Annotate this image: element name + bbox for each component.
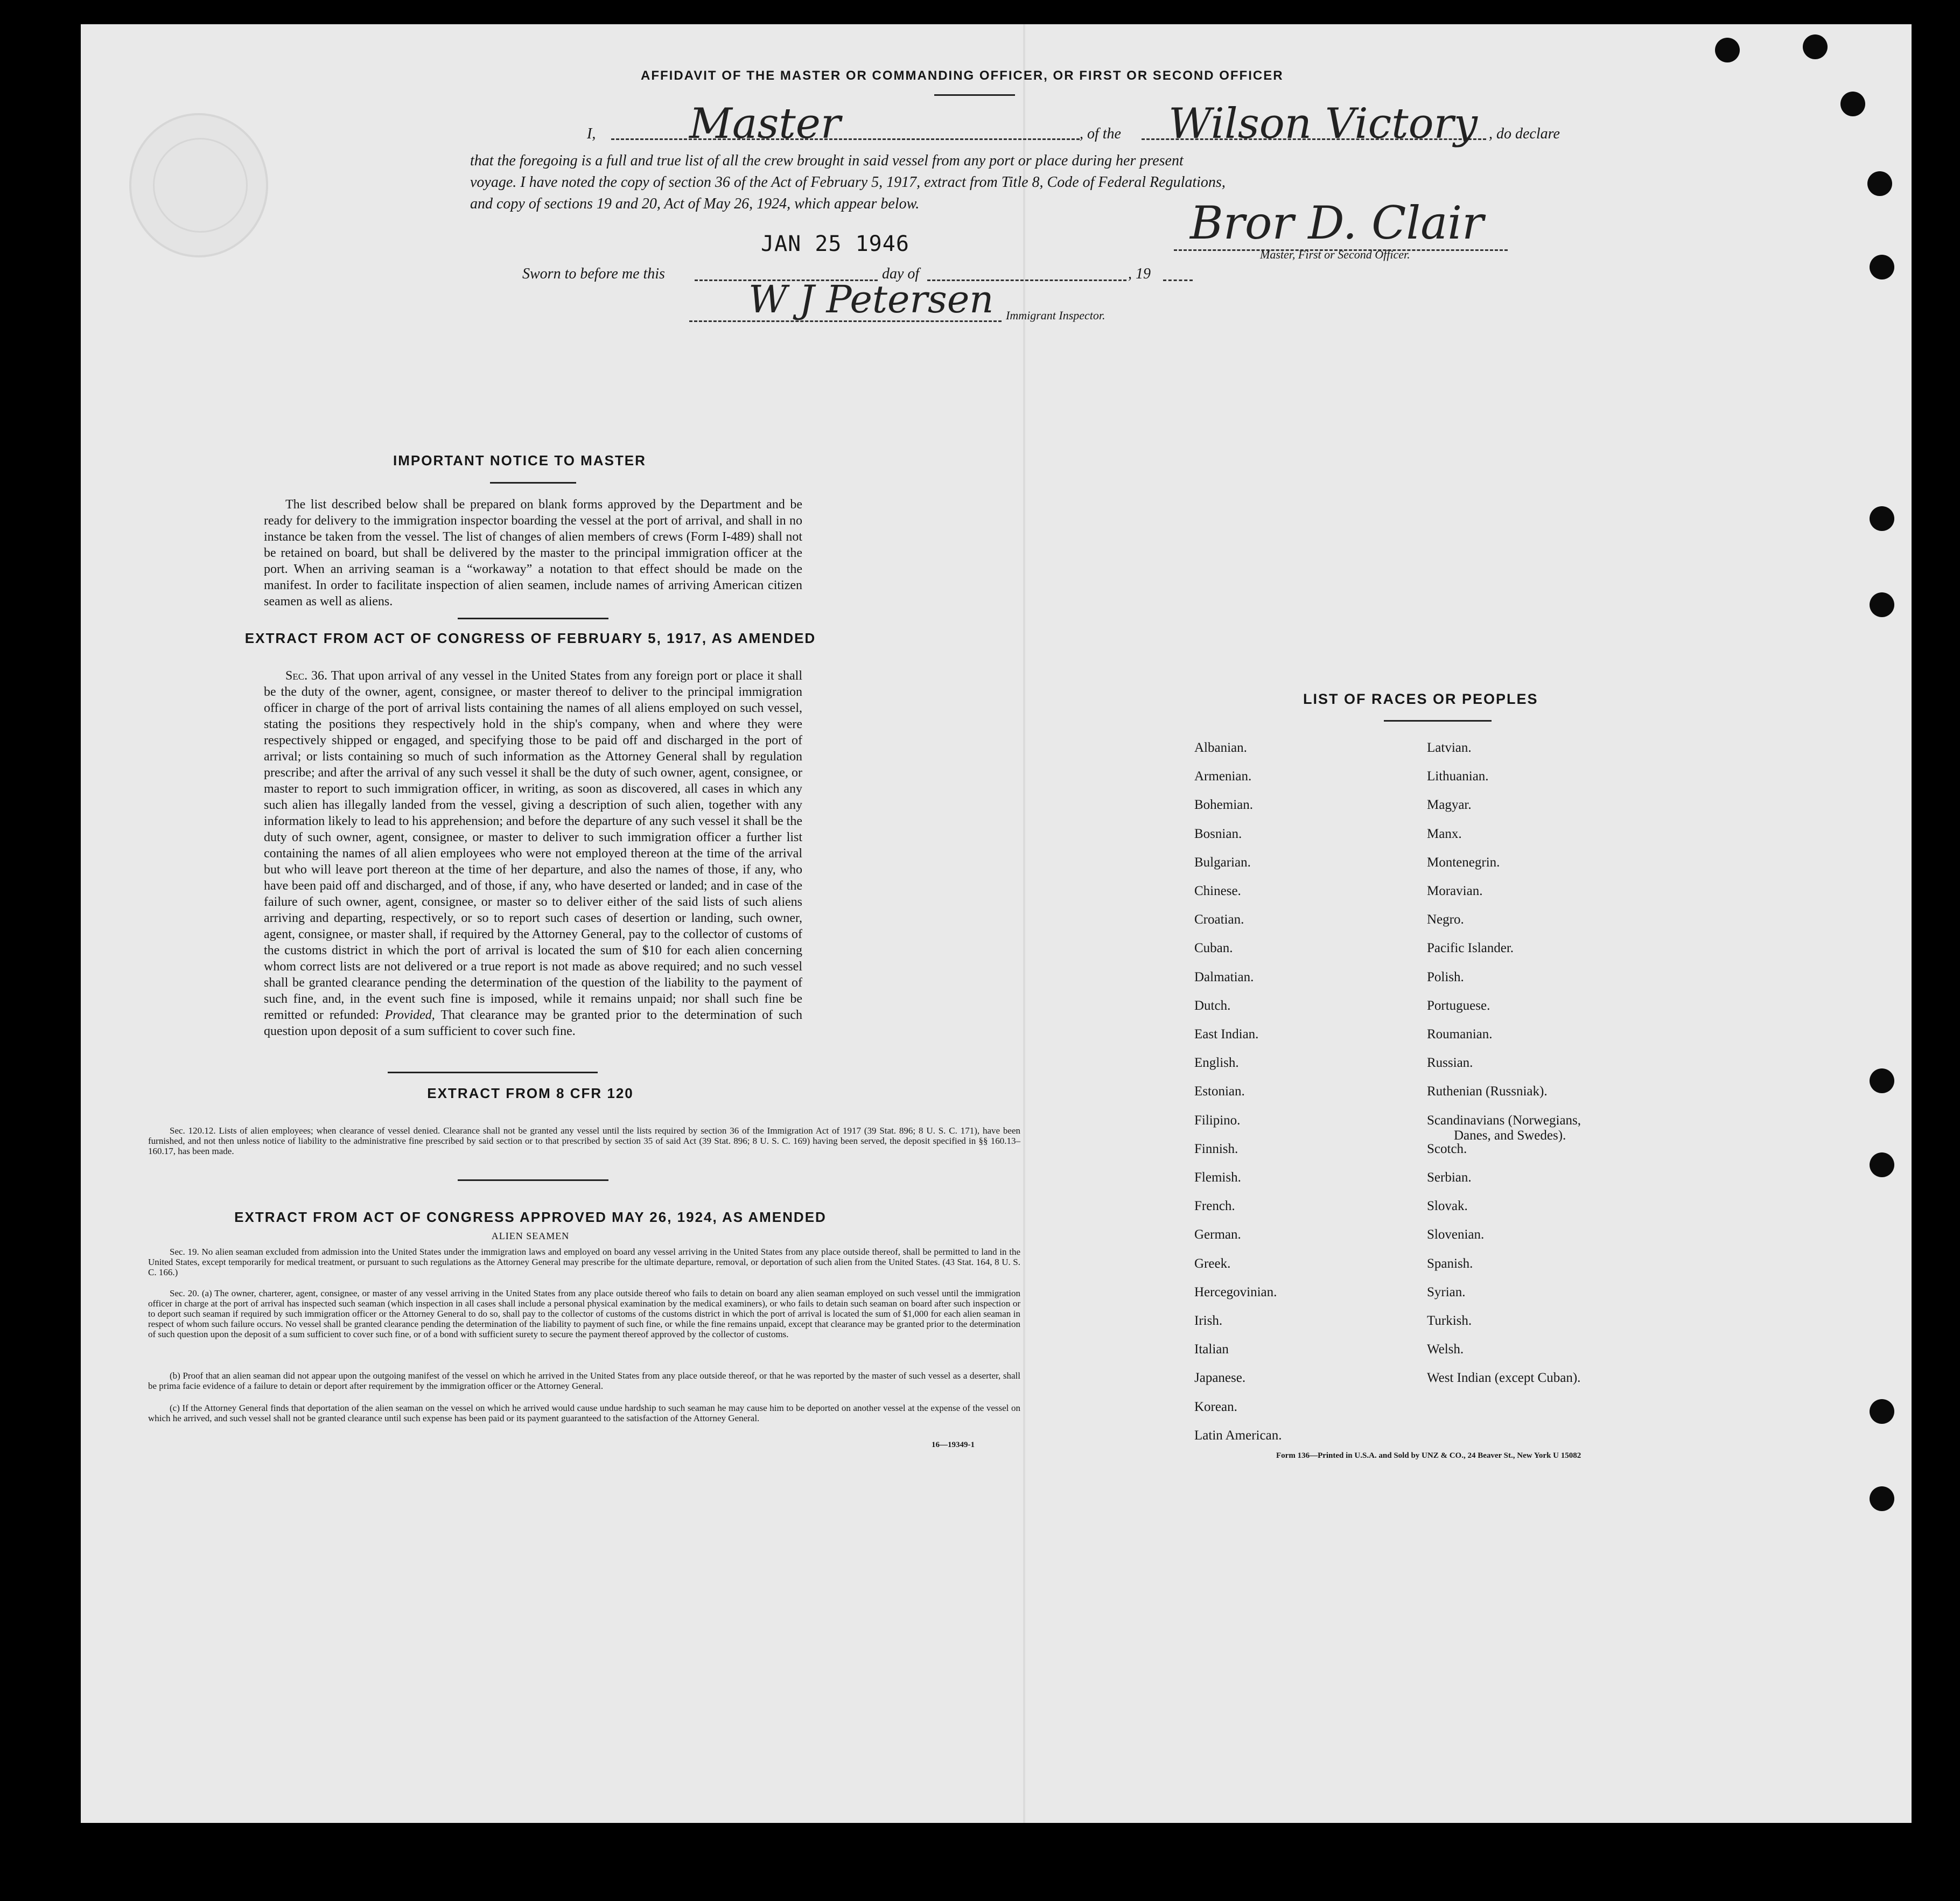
race-item: Bohemian. xyxy=(1194,798,1254,813)
cfr-title: EXTRACT FROM 8 CFR 120 xyxy=(427,1085,634,1101)
punch-hole xyxy=(1715,38,1740,62)
race-item: Danes, and Swedes). xyxy=(1454,1128,1566,1143)
sec-20b-text: (b) Proof that an alien seaman did not appear upon the outgoing manifest of the vessel on which he arrived in the United States from any place outside thereof, or that he was reported by the master of such vessel as a deserter, shall be prima facie evidence of a failure to detain or deport after requirement by the immigration officer or the Attorney General. xyxy=(148,1371,1020,1391)
race-item: Spanish. xyxy=(1427,1256,1473,1271)
extract-1924-title: EXTRACT FROM ACT OF CONGRESS APPROVED MAY 26, 1924, AS AMENDED xyxy=(234,1209,827,1225)
document-page xyxy=(81,24,1912,1823)
race-item: Dalmatian. xyxy=(1194,969,1254,984)
sec-36-end: That clearance may be granted prior to the determination of such question upon deposit of a sum sufficient to cover such fine. xyxy=(264,1008,803,1038)
punch-hole xyxy=(1867,171,1892,196)
race-item: Slovak. xyxy=(1427,1199,1468,1214)
race-item: Greek. xyxy=(1194,1256,1231,1271)
race-item: Cuban. xyxy=(1194,941,1233,956)
date-stamp: JAN 25 1946 xyxy=(761,232,909,256)
affidavit-line-4: and copy of sections 19 and 20, Act of May 26, 1924, which appear below. xyxy=(470,195,920,212)
punch-hole xyxy=(1870,255,1894,279)
race-item: Moravian. xyxy=(1427,884,1483,898)
race-item: Estonian. xyxy=(1194,1084,1245,1099)
i-label: I, xyxy=(587,125,596,142)
notice-rule xyxy=(490,482,576,484)
race-item: Montenegrin. xyxy=(1427,855,1500,870)
sec-20a-text: Sec. 20. (a) The owner, charterer, agent, consignee, or master of any vessel arriving in the United States from any place outside thereof who fails to detain on board any alien seaman employed on such vessel until the immigration officer in charge at the port of arrival has inspected such seaman (which inspection in all cases shall include a personal physical examination by the medical examiners), or who fails to detain such seaman on board after such inspection or to deport such seaman if required by such immigration officer or the Attorney General to do so, shall pay to the collector of customs of the customs district in which the port of arrival is located the sum of $1,000 for each alien seaman in respect of whom such failure occurs. No vessel shall be granted clearance pending the determination of the liability to payment of such fine, or while the fine remains unpaid, except that clearance may be granted prior to the determination of such question upon the deposit of a sum sufficient to cover such fine, or of a bond with sufficient surety to secure the payment thereof approved by the collector of customs. xyxy=(148,1288,1020,1339)
inspector-signature: W J Petersen xyxy=(748,277,994,322)
race-item: Latvian. xyxy=(1427,740,1472,755)
sec-36-body: That upon arrival of any vessel in the United States from any foreign port or place it shall be the duty of the owner, agent, consignee, or master thereof to deliver to the principal immigration officer in charge of the port of arrival lists containing the names of all aliens employed on such vessel, stating the positions they respectively hold in the ship's company, when and where they were respectively shipped or engaged, and specifying those to be paid off and discharged in the port of arrival; or lists containing so much of such information as the Attorney General shall by regulation prescribe; and after the arrival of any such vessel it shall be the duty of such owner, agent, consignee, or master to report to such immigration officer, in writing, as soon as discovered, all cases in which any such alien has illegally landed from the vessel, giving a description of such alien, together with any information likely to lead to his apprehension; and before the departure of any such vessel it shall be the duty of such owner, agent, consignee, or master to deliver to such immigration officer a further list containing the names of all alien employees who were not employed thereon at the time of the arrival but who will leave port thereon at the time of her departure, and also the names of those, if any, who have been paid off and discharged, and of those, if any, who have deserted or landed; and in case of the failure of such owner, agent, consignee, or master so to deliver either of the said lists of such aliens arriving and departing, respectively, or so to report such cases of desertion or landing, such owner, agent, consignee, or master shall, if required by the Attorney General, pay to the collector of customs of the customs district in which the port of arrival is located the sum of $10 for each alien concerning whom correct lists are not delivered or a true report is not made as above required; and no such vessel shall be granted clearance pending the determination of the question of the liability to the payment of such fine, and, in the event such fine is imposed, while it remains unpaid; nor shall such fine be remitted or refunded: xyxy=(264,669,802,1022)
vessel-handwritten: Wilson Victory xyxy=(1168,100,1478,148)
year-label: , 19 xyxy=(1128,265,1151,282)
punch-hole xyxy=(1870,1152,1894,1177)
title-rule xyxy=(934,94,1015,96)
punch-hole xyxy=(1870,1486,1894,1511)
of-the-label: , of the xyxy=(1080,125,1121,142)
extract-1917-title: EXTRACT FROM ACT OF CONGRESS OF FEBRUARY 5, 1917, AS AMENDED xyxy=(244,630,816,646)
race-item: Roumanian. xyxy=(1427,1027,1493,1042)
notice-end-rule xyxy=(458,618,608,619)
declare-label: , do declare xyxy=(1489,125,1560,142)
race-item: Korean. xyxy=(1194,1399,1237,1414)
race-item: Dutch. xyxy=(1194,998,1231,1013)
punch-hole xyxy=(1870,506,1894,531)
race-item: Welsh. xyxy=(1427,1342,1464,1357)
race-item: Bulgarian. xyxy=(1194,855,1251,870)
day-of-label: day of xyxy=(882,265,920,282)
race-item: Flemish. xyxy=(1194,1170,1241,1185)
embossed-seal xyxy=(129,113,268,257)
race-item: Japanese. xyxy=(1194,1371,1246,1386)
races-rule xyxy=(1384,720,1492,722)
race-item: Turkish. xyxy=(1427,1313,1472,1328)
race-item: Albanian. xyxy=(1194,740,1247,755)
extract-1917-rule xyxy=(388,1072,598,1073)
punch-hole xyxy=(1870,592,1894,617)
master-line xyxy=(611,138,1080,140)
race-item: German. xyxy=(1194,1227,1241,1242)
punch-hole xyxy=(1840,92,1865,116)
officer-signature: Bror D. Clair xyxy=(1190,197,1484,249)
punch-hole xyxy=(1870,1068,1894,1093)
printer-footer: Form 136—Printed in U.S.A. and Sold by UNZ & CO., 24 Beaver St., New York U 15082 xyxy=(1276,1451,1581,1460)
race-item: Portuguese. xyxy=(1427,998,1490,1013)
race-item: Syrian. xyxy=(1427,1284,1466,1299)
form-code: 16—19349-1 xyxy=(932,1441,975,1449)
race-item: Scandinavians (Norwegians, xyxy=(1427,1113,1581,1128)
page-fold xyxy=(1023,24,1025,1823)
race-item: Hercegovinian. xyxy=(1194,1284,1277,1299)
races-title: LIST OF RACES OR PEOPLES xyxy=(1303,691,1538,707)
provided-word: Provided, xyxy=(384,1008,435,1022)
race-item: Finnish. xyxy=(1194,1141,1238,1156)
officer-caption: Master, First or Second Officer. xyxy=(1260,248,1410,261)
sworn-label: Sworn to before me this xyxy=(522,265,665,282)
sec-19-text: Sec. 19. No alien seaman excluded from admission into the United States under the immigration laws and employed on board any vessel arriving in the United States from any place outside thereof, shall be permitted to land in the United States, except temporarily for medical treatment, or pursuant to such regulations as the Attorney General may prescribe for the ultimate departure, removal, or deportation of such alien from the United States. (43 Stat. 164, 8 U. S. C. 166.) xyxy=(148,1247,1020,1277)
race-item: West Indian (except Cuban). xyxy=(1427,1371,1581,1386)
affidavit-line-2: that the foregoing is a full and true list of all the crew brought in said vessel from any port or place during her present xyxy=(470,152,1184,169)
year-line xyxy=(1163,279,1193,281)
race-item: Filipino. xyxy=(1194,1113,1241,1128)
race-item: Irish. xyxy=(1194,1313,1223,1328)
alien-seamen-subtitle: ALIEN SEAMEN xyxy=(491,1231,570,1241)
race-item: Polish. xyxy=(1427,969,1464,984)
race-item: Ruthenian (Russniak). xyxy=(1427,1084,1548,1099)
notice-title: IMPORTANT NOTICE TO MASTER xyxy=(393,452,646,469)
race-item: Serbian. xyxy=(1427,1170,1472,1185)
race-item: Manx. xyxy=(1427,826,1462,841)
race-item: Italian xyxy=(1194,1342,1229,1357)
cfr-rule xyxy=(458,1179,608,1181)
race-item: Armenian. xyxy=(1194,769,1252,784)
race-item: Croatian. xyxy=(1194,912,1244,927)
sec-20c-text: (c) If the Attorney General finds that deportation of the alien seaman on the vessel on which he arrived would cause undue hardship to such seaman he may cause him to be deported on another vessel at the expense of the vessel on which he arrived, and such vessel shall not be granted clearance until such expense has been paid or its payment guaranteed to the satisfaction of the Attorney General. xyxy=(148,1403,1020,1423)
race-item: Pacific Islander. xyxy=(1427,941,1514,956)
race-item: East Indian. xyxy=(1194,1027,1259,1042)
extract-1917-text xyxy=(264,668,802,1039)
race-item: English. xyxy=(1194,1056,1239,1071)
race-item: Lithuanian. xyxy=(1427,769,1489,784)
race-item: Russian. xyxy=(1427,1056,1473,1071)
affidavit-line-3: voyage. I have noted the copy of section 36 of the Act of February 5, 1917, extract from Title 8, Code of Federal Regulations, xyxy=(470,174,1226,191)
inspector-caption: Immigrant Inspector. xyxy=(1006,309,1105,322)
race-item: Slovenian. xyxy=(1427,1227,1485,1242)
race-item: Negro. xyxy=(1427,912,1464,927)
master-handwritten: Master xyxy=(689,100,841,148)
race-item: Scotch. xyxy=(1427,1141,1467,1156)
race-item: Bosnian. xyxy=(1194,826,1242,841)
race-item: Latin American. xyxy=(1194,1428,1282,1443)
race-item: Chinese. xyxy=(1194,884,1241,898)
notice-text: The list described below shall be prepared on blank forms approved by the Department and be ready for delivery to the immigration inspector boarding the vessel at the port of arrival, and shall in no instance be taken from the vessel. The list of changes of alien members of crews (Form I-489) shall not be retained on board, but shall be delivered by the master to the principal immigration officer at the port. When an arriving seaman is a “workaway” a notation to that effect should be made on the manifest. In order to facilitate inspection of alien seamen, include names of arriving American citizen seamen as well as aliens. xyxy=(264,498,802,609)
race-item: French. xyxy=(1194,1199,1235,1214)
race-item: Magyar. xyxy=(1427,798,1472,813)
affidavit-title: AFFIDAVIT OF THE MASTER OR COMMANDING OFFICER, OR FIRST OR SECOND OFFICER xyxy=(641,68,1284,83)
punch-hole xyxy=(1803,34,1828,59)
sec-36-label: Sec. 36. xyxy=(285,669,328,683)
cfr-text: Sec. 120.12. Lists of alien employees; when clearance of vessel denied. Clearance shall not be granted any vessel until the lists required by section 36 of the Immigration Act of 1917 (39 Stat. 896; 8 U. S. C. 171), have been furnished, and not then unless notice of liability to the administrative fine prescribed by said section or to that prescribed by section 35 of said Act (39 Stat. 896; 8 U. S. C. 169) having been served, the deposit specified in §§ 160.13–160.17, has been made. xyxy=(148,1126,1020,1156)
punch-hole xyxy=(1870,1399,1894,1424)
